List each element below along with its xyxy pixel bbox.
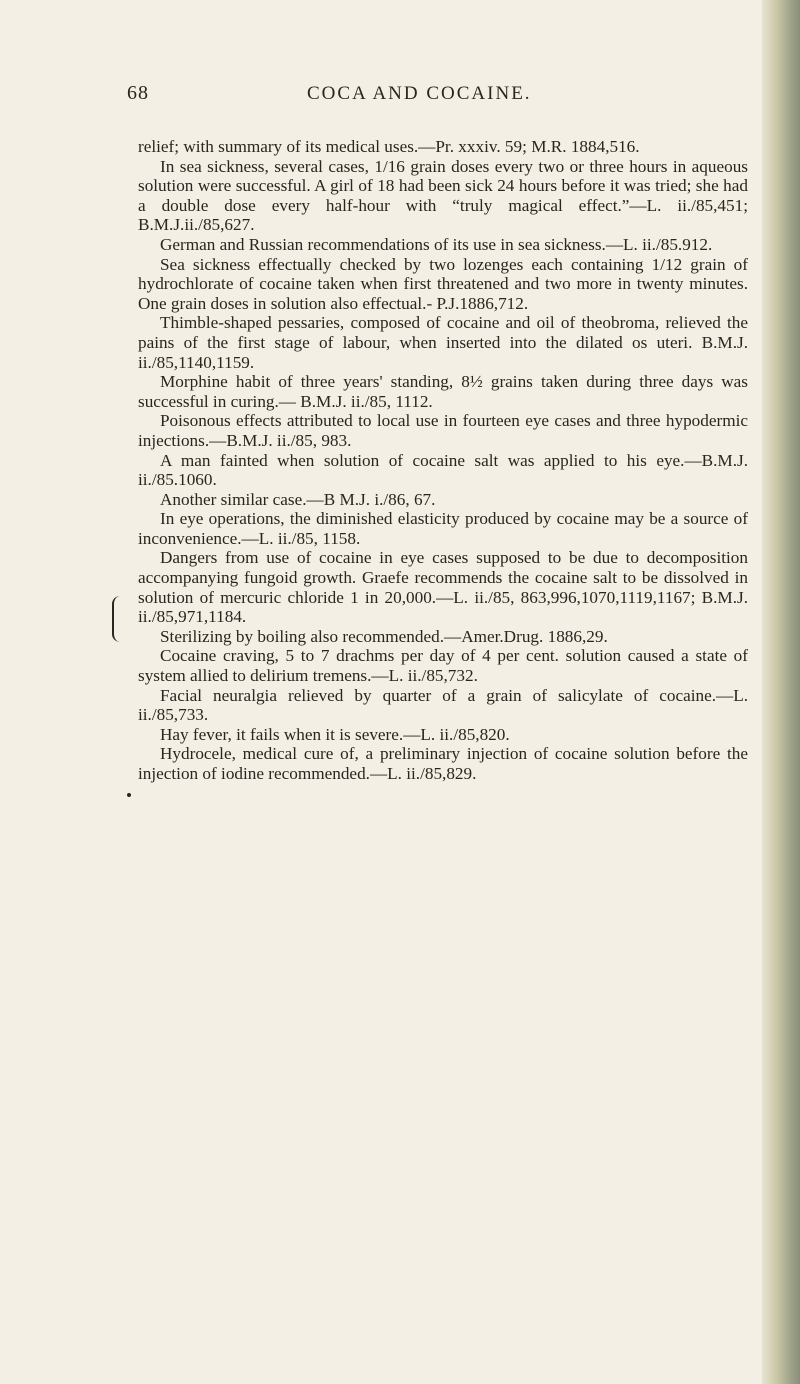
margin-dot [127, 793, 131, 797]
page-header [0, 82, 800, 112]
margin-bracket [112, 596, 124, 642]
paragraph-facial-neuralgia: Facial neuralgia relieved by quarter of a grain of salicylate of cocaine.—L. ii./85,733. [138, 685, 748, 725]
paragraph-eye-operations: In eye operations, the diminished elasticity produced by cocaine may be a source of inconvenience.—L. ii./85, 1158. [138, 509, 748, 548]
paragraph-sea-sickness-doses: In sea sickness, several cases, 1/16 grain doses every two or three hours in aqueous solution were successful. A girl of 18 had been sick 24 hours before it was tried; she had a double dose every half-hour with “truly magical effect.”—L. ii./85,451; B.M.J.ii./85,627. [138, 156, 748, 235]
paragraph-relief-summary: relief; with summary of its medical uses.—Pr. xxxiv. 59; M.R. 1884,516. [138, 137, 640, 156]
paragraph-pessaries: Thimble-shaped pessaries, composed of cocaine and oil of theobroma, relieved the pains of the first stage of labour, when inserted into the dilated os uteri. B.M.J. ii./85,1140,1159. [138, 313, 748, 372]
paragraph-similar-case: Another similar case.—B M.J. i./86, 67. [160, 489, 436, 509]
paragraph-sterilizing: Sterilizing by boiling also recommended.—Amer.Drug. 1886,29. [160, 626, 608, 646]
paragraph-hay-fever: Hay fever, it fails when it is severe.—L. ii./85,820. [160, 724, 510, 744]
paragraph-dangers: Dangers from use of cocaine in eye cases supposed to be due to decomposition accompanying fungoid growth. Graefe recommends the cocaine salt to be dissolved in solution of mercuric chloride 1 in 20,000.—L. ii./85, 863,996,1070,1119,1167; B.M.J. ii./85,971,1184. [138, 548, 748, 627]
page-number: 68 [127, 82, 149, 104]
paragraph-lozenges: Sea sickness effectually checked by two lozenges each containing 1/12 grain of hydrochlorate of cocaine taken when first threatened and two more in twenty minutes. One grain doses in solution also effectual.- P.J.1886,712. [138, 254, 748, 313]
paragraph-man-fainted: A man fainted when solution of cocaine salt was applied to his eye.—B.M.J. ii./85.1060. [138, 450, 748, 490]
page-edge-shadow [762, 0, 800, 1384]
running-head: COCA AND COCAINE. [307, 83, 532, 104]
paragraph-cocaine-craving: Cocaine craving, 5 to 7 drachms per day of 4 per cent. solution caused a state of system allied to delirium tremens.—L. ii./85,732. [138, 646, 748, 686]
paragraph-german-russian: German and Russian recommendations of its use in sea sickness.—L. ii./85.912. [160, 234, 713, 254]
paragraph-poisonous-effects: Poisonous effects attributed to local use in fourteen eye cases and three hypodermic injections.—B.M.J. ii./85, 983. [138, 411, 748, 450]
body-text [138, 137, 748, 784]
paragraph-morphine-habit: Morphine habit of three years' standing, 8½ grains taken during three days was successful in curing.— B.M.J. ii./85, 1112. [138, 372, 748, 411]
paragraph-hydrocele: Hydrocele, medical cure of, a preliminary injection of cocaine solution before the injection of iodine recommended.—L. ii./85,829. [138, 744, 748, 783]
